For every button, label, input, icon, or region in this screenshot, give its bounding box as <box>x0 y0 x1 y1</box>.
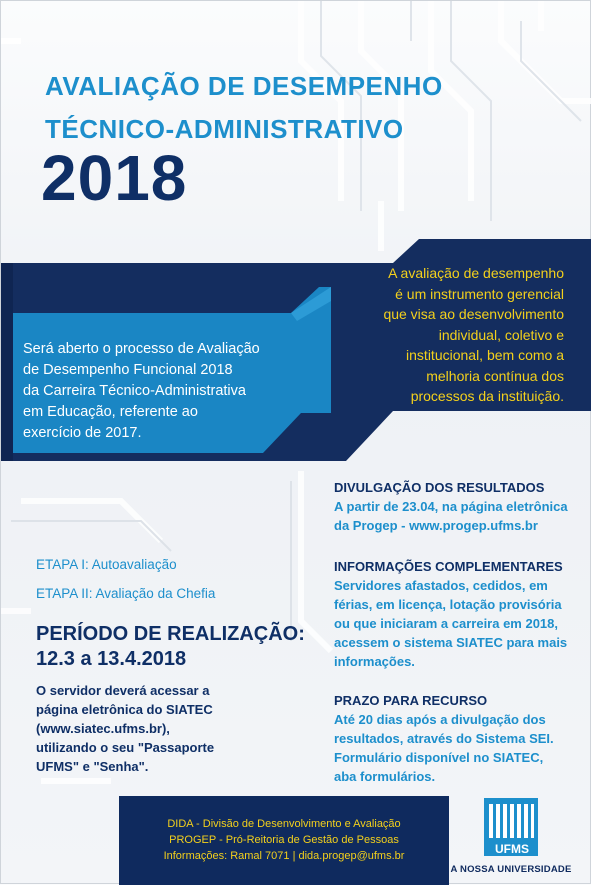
section-line: informações. <box>334 654 415 669</box>
intro-line: institucional, bem como a <box>406 347 564 363</box>
etapa-1: ETAPA I: Autoavaliação <box>36 557 177 572</box>
year-heading: 2018 <box>41 142 188 214</box>
instruction-line: UFMS" e "Senha". <box>36 759 149 774</box>
intro-line: individual, coletivo e <box>438 326 564 343</box>
section-heading: INFORMAÇÕES COMPLEMENTARES <box>334 559 563 574</box>
intro-line: A avaliação de desempenho <box>388 265 564 281</box>
instruction-line: página eletrônica do SIATEC <box>36 702 213 717</box>
intro-line: processos da instituição. <box>410 388 564 404</box>
title-line-1: AVALIAÇÃO DE DESEMPENHO <box>45 71 443 101</box>
section-line: resultados, através do Sistema SEI. <box>334 731 554 746</box>
section-line: Formulário disponível no SIATEC, <box>334 750 544 765</box>
announcement-line: da Carreira Técnico-Administrativa <box>23 383 246 399</box>
section-informacoes <box>334 557 574 671</box>
process-announcement <box>23 339 313 444</box>
intro-line: melhoria contínua dos <box>426 367 564 384</box>
section-prazo <box>334 691 574 786</box>
footer-line: Informações: Ramal 7071 | dida.progep@ufms.br <box>163 850 405 862</box>
announcement-line: de Desempenho Funcional 2018 <box>23 362 233 378</box>
title-line-2: TÉCNICO-ADMINISTRATIVO <box>45 114 404 144</box>
intro-line: é um instrumento gerencial <box>395 285 564 302</box>
intro-statement <box>324 263 564 407</box>
instruction-line: O servidor deverá acessar a <box>36 683 210 698</box>
instruction-line: utilizando o seu "Passaporte <box>36 740 215 755</box>
section-line: aba formulários. <box>334 769 436 784</box>
section-heading: PRAZO PARA RECURSO <box>334 693 488 708</box>
section-line: A partir de 23.04, na página eletrônica <box>334 499 568 514</box>
footer-contact <box>119 816 449 864</box>
intro-line: que visa ao desenvolvimento <box>383 306 564 322</box>
periodo-label: PERÍODO DE REALIZAÇÃO: <box>36 623 305 645</box>
section-line: da Progep - www.progep.ufms.br <box>334 518 538 533</box>
footer-line: PROGEP - Pró-Reitoria de Gestão de Pessoas <box>169 834 399 846</box>
section-divulgacao <box>334 478 574 535</box>
section-heading: DIVULGAÇÃO DOS RESULTADOS <box>334 480 545 495</box>
logo-name: UFMS <box>495 842 529 856</box>
announcement-line: em Educação, referente ao <box>23 404 198 420</box>
etapa-2: ETAPA II: Avaliação da Chefia <box>36 586 216 601</box>
section-line: ou que iniciaram a carreira em 2018, <box>334 616 559 631</box>
section-line: férias, em licença, lotação provisória <box>334 597 562 612</box>
section-line: Servidores afastados, cedidos, em <box>334 578 548 593</box>
logo-tagline: A NOSSA UNIVERSIDADE <box>450 864 572 875</box>
section-line: Até 20 dias após a divulgação dos <box>334 712 546 727</box>
section-line: acessem o sistema SIATEC para mais <box>334 635 568 650</box>
announcement-line: exercício de 2017. <box>23 425 142 441</box>
footer-line: DIDA - Divisão de Desenvolvimento e Avaliação <box>167 818 401 830</box>
announcement-line: Será aberto o processo de Avaliação <box>23 341 260 357</box>
periodo-value: 12.3 a 13.4.2018 <box>36 648 187 670</box>
servidor-instructions <box>36 681 276 776</box>
instruction-line: (www.siatec.ufms.br), <box>36 721 170 736</box>
